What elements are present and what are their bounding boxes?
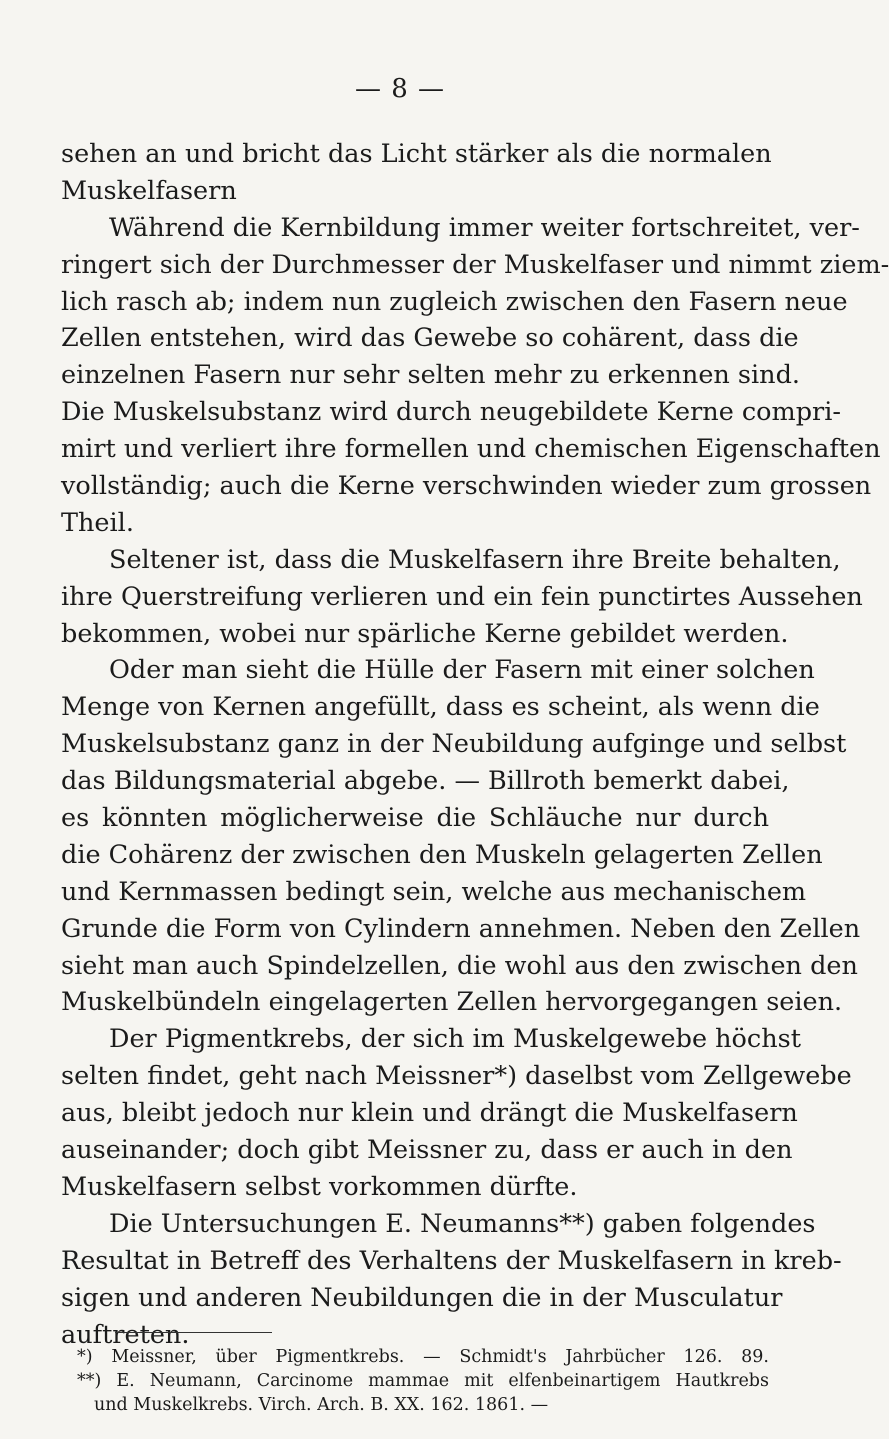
text-line: Grunde die Form von Cylindern annehmen. Neben den Zellen	[61, 913, 861, 944]
text-line: es könnten möglicherweise die Schläuche nur durch	[61, 803, 769, 834]
text-line: vollständig; auch die Kerne verschwinden wieder zum grossen	[61, 471, 872, 502]
text-line: die Cohärenz der zwischen den Muskeln gelagerten Zellen	[61, 839, 823, 870]
text-line: auseinander; doch gibt Meissner zu, dass er auch in den	[61, 1135, 793, 1166]
text-line: Muskelfasern selbst vorkommen dürfte.	[61, 1171, 578, 1202]
text-line: ringert sich der Durchmesser der Muskelfaser und nimmt ziem-	[61, 249, 889, 280]
text-line: ihre Querstreifung verlieren und ein fein punctirtes Aussehen	[61, 581, 863, 612]
text-line: und Kernmassen bedingt sein, welche aus mechanischem	[61, 876, 807, 907]
text-line: das Bildungsmaterial abgebe. — Billroth bemerkt dabei,	[61, 766, 790, 797]
text-line: Muskelfasern	[61, 175, 237, 206]
text-line: sigen und anderen Neubildungen die in der Musculatur	[61, 1282, 783, 1313]
text-line: Die Muskelsubstanz wird durch neugebildete Kerne compri-	[61, 397, 842, 428]
text-line: lich rasch ab; indem nun zugleich zwischen den Fasern neue	[61, 286, 848, 317]
body-text	[61, 136, 889, 1353]
text-line: selten findet, geht nach Meissner*) daselbst vom Zellgewebe	[61, 1061, 852, 1092]
footnotes	[61, 1345, 769, 1417]
text-line: bekommen, wobei nur spärliche Kerne gebildet werden.	[61, 618, 789, 649]
footnote: *) Meissner, über Pigmentkrebs. — Schmidt's Jahrbücher 126. 89.	[77, 1347, 769, 1367]
text-line: aus, bleibt jedoch nur klein und drängt die Muskelfasern	[61, 1098, 798, 1129]
paragraph-start-line: Oder man sieht die Hülle der Fasern mit einer solchen	[109, 655, 815, 686]
text-line: Muskelsubstanz ganz in der Neubildung aufginge und selbst	[61, 729, 847, 760]
text-line: mirt und verliert ihre formellen und chemischen Eigenschaften	[61, 434, 881, 465]
text-line: sehen an und bricht das Licht stärker als die normalen	[61, 139, 772, 169]
paragraph-start-line: Während die Kernbildung immer weiter fortschreitet, ver-	[109, 212, 860, 243]
text-line: sieht man auch Spindelzellen, die wohl aus den zwischen den	[61, 950, 858, 981]
text-line: Menge von Kernen angefüllt, dass es scheint, als wenn die	[61, 692, 820, 723]
text-line: Zellen entstehen, wird das Gewebe so cohärent, dass die	[61, 323, 799, 354]
paragraph-start-line: Seltener ist, dass die Muskelfasern ihre Breite behalten,	[109, 544, 841, 575]
footnote-continuation: und Muskelkrebs. Virch. Arch. B. XX. 162. 1861. —	[94, 1395, 549, 1415]
text-line: Theil.	[61, 507, 134, 538]
text-line: einzelnen Fasern nur sehr selten mehr zu erkennen sind.	[61, 360, 801, 391]
text-line: Resultat in Betreff des Verhaltens der Muskelfasern in kreb-	[61, 1245, 842, 1276]
text-line: auftreten.	[61, 1319, 190, 1350]
paragraph-start-line: Der Pigmentkrebs, der sich im Muskelgewebe höchst	[109, 1024, 801, 1055]
footnote-divider	[115, 1332, 272, 1333]
text-line: Muskelbündeln eingelagerten Zellen hervorgegangen seien.	[61, 987, 843, 1018]
footnote: **) E. Neumann, Carcinome mammae mit elfenbeinartigem Hautkrebs	[77, 1371, 769, 1391]
page-number: — 8 —	[354, 74, 446, 104]
paragraph-start-line: Die Untersuchungen E. Neumanns**) gaben folgendes	[109, 1208, 816, 1239]
